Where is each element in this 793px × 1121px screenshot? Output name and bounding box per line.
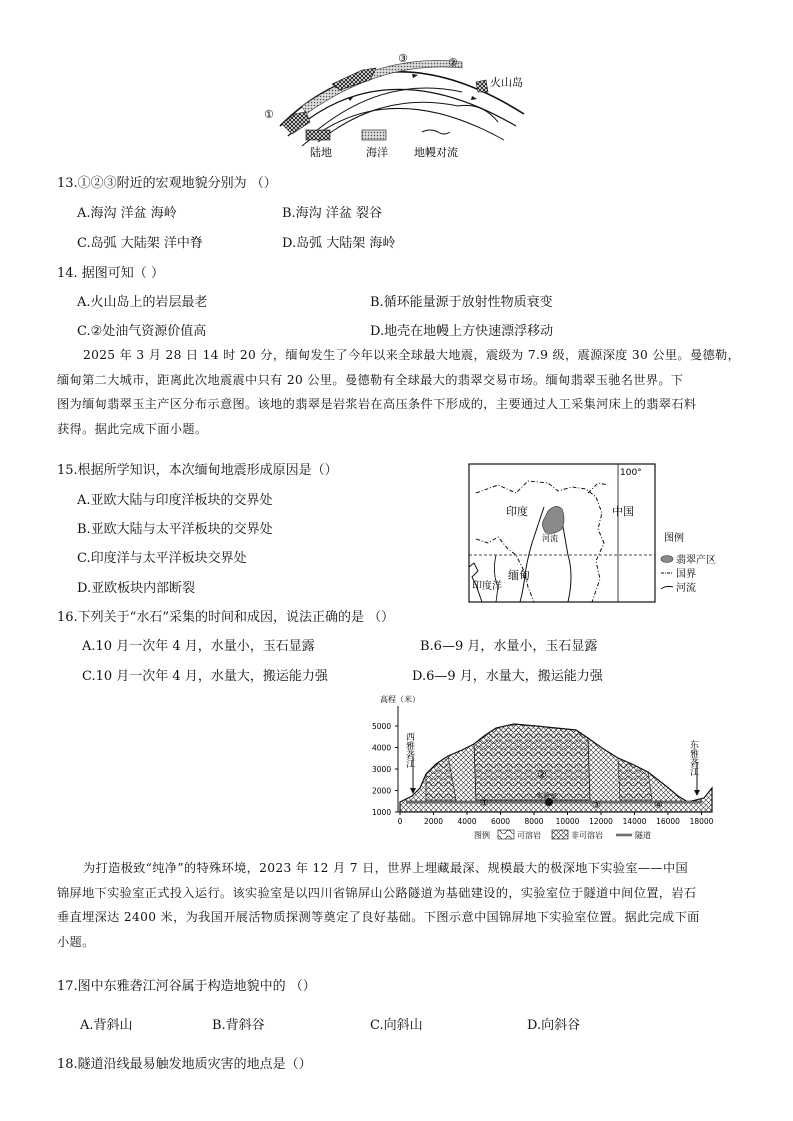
passage1-line-1: 2025 年 3 月 28 日 14 时 20 分，缅甸发生了今年以来全球最大地震，震级为 7.9 级，震源深度 30 公里。曼德勒， [83,348,741,362]
q14-option-a[interactable]: A.火山岛上的岩层最老 [77,295,208,310]
q13-option-a[interactable]: A.海沟 洋盆 海岭 [77,206,177,221]
legend-ocean-label: 海洋 [366,146,388,159]
label-point-1: ① [264,108,274,121]
legend-tunnel: 隧道 [635,831,651,840]
label-point-3: ③ [398,52,408,65]
map-label-india: 印度 [506,505,528,518]
q16-option-c[interactable]: C.10 月一次年 4 月，水量大，搬运能力强 [82,669,328,684]
passage2-line-1: 为打造极致“纯净”的特殊环境，2023 年 12 月 7 日，世界上埋藏最深、规模最大的极深地下实验室——中国 [83,861,689,875]
q14-option-b[interactable]: B.循环能量源于放射性物质衰变 [370,295,553,310]
legend-soluble: 可溶岩 [517,831,541,840]
label-volcanic-island: 火山岛 [490,76,523,89]
passage-myanmar-earthquake [57,343,743,441]
profile-xtick-label: 12000 [589,817,613,826]
profile-xtick-label: 16000 [656,817,680,826]
label-point-2: ② [448,56,458,69]
map-legend-river: 河流 [676,583,696,594]
profile-ylabel: 高程（米） [380,695,420,704]
profile-legend-title: 图例 [474,831,490,840]
q15-option-a[interactable]: A.亚欧大陆与印度洋板块的交界处 [77,493,273,508]
passage2-line-4: 小题。 [57,934,95,949]
q15-option-c[interactable]: C.印度洋与太平洋板块交界处 [77,551,247,566]
label-west-yalong: 西雅砻江 [404,732,414,768]
soluble-rock-core [474,724,590,800]
legend-soluble-swatch [498,830,514,839]
profile-xtick-label: 8000 [524,817,544,826]
profile-xtick-label: 2000 [423,817,444,826]
passage1-line-3: 图为缅甸翡翠玉主产区分布示意图。该地的翡翠是岩浆岩在高压条件下形成的，主要通过人工采集河床上的翡翠石料 [57,397,697,411]
passage2-line-2: 锦屏地下实验室正式投入运行。该实验室是以四川省锦屏山公路隧道为基础建设的，实验室位于隧道中间位置，岩石 [57,885,697,900]
map-legend-border: 国界 [676,569,696,580]
legend-insoluble-swatch [552,830,568,839]
q13-stem: 13.①②③附近的宏观地貌分别为 （） [57,176,277,191]
passage2-line-3: 垂直埋深达 2400 米，为我国开展活物质探测等奠定了良好基础。下图示意中国锦屏地下实验室位置。据此完成下面 [57,910,700,924]
q18-stem: 18.隧道沿线最易触发地质灾害的地点是（） [57,1057,312,1072]
label-point-1: ① [480,798,489,809]
passage-jinping-lab [57,856,743,954]
q17-option-c[interactable]: C.向斜山 [370,1018,423,1033]
label-point-3: ③ [592,800,601,811]
legend-land-swatch [306,130,330,140]
q16-option-b[interactable]: B.6—9 月，水量小，玉石显露 [420,639,598,654]
q14-option-c[interactable]: C.②处油气资源价值高 [77,324,207,339]
label-point-4: ④ [654,800,663,811]
q17-option-b[interactable]: B.背斜谷 [212,1018,265,1033]
passage1-line-4: 获得。据此完成下面小题。 [57,421,208,436]
map-legend-title: 图例 [664,533,684,544]
q13-option-c[interactable]: C.岛弧 大陆架 洋中脊 [77,236,203,251]
q17-option-d[interactable]: D.向斜谷 [527,1018,581,1033]
q16-stem: 16.下列关于“水石”采集的时间和成因，说法正确的是 （） [57,610,395,625]
legend-land-label: 陆地 [310,146,332,159]
q17-stem: 17.图中东雅砻江河谷属于构造地貌中的 （） [57,979,316,994]
q15-option-d[interactable]: D.亚欧板块内部断裂 [77,581,196,596]
legend-mantle-swatch [422,130,450,134]
profile-ytick-label: 4000 [372,743,392,753]
map-label-indian-ocean: 印度洋 [472,581,502,592]
jinping-profile-figure [366,690,716,848]
profile-xtick-label: 4000 [457,817,477,826]
profile-ytick-label: 3000 [372,765,392,774]
profile-ytick-label: 1000 [372,808,392,817]
profile-ytick-label: 5000 [372,722,392,731]
q16-option-d[interactable]: D.6—9 月，水量大，搬运能力强 [412,669,603,684]
q15-stem: 15.根据所学知识，本次缅甸地震形成原因是（） [57,463,338,478]
map-legend-jade: 翡翠产区 [676,555,716,566]
map-label-china: 中国 [612,505,634,518]
q14-option-d[interactable]: D.地壳在地幔上方快速漂浮移动 [370,324,554,339]
profile-xtick-label: 18000 [689,817,714,826]
map-legend-jade-swatch [661,556,673,563]
legend-mantle-label: 地幔对流 [414,146,458,159]
label-east-yalong: 东雅砻江 [688,740,698,776]
q16-option-a[interactable]: A.10 月一次年 4 月，水量小，玉石显露 [82,639,315,654]
q14-stem: 14. 据图可知（ ） [57,266,164,281]
q15-option-b[interactable]: B.亚欧大陆与太平洋板块的交界处 [77,522,273,537]
profile-xtick-label: 10000 [555,817,580,826]
passage1-line-2: 缅甸第二大城市，距离此次地震震中只有 20 公里。曼德勒有全球最大的翡翠交易市场。缅甸翡翠玉驰名世界。下 [57,372,684,387]
longitude-label: 100° [620,468,642,478]
profile-xtick-label: 14000 [622,817,647,826]
profile-ytick-label: 2000 [372,786,392,796]
q13-option-b[interactable]: B.海沟 洋盆 裂谷 [282,206,382,221]
q17-option-a[interactable]: A.背斜山 [80,1018,133,1033]
profile-xtick-label: 6000 [490,817,511,826]
q13-option-d[interactable]: D.岛弧 大陆架 海岭 [282,236,396,251]
profile-xtick-label: 0 [397,817,403,826]
map-label-river: 河流 [542,534,558,543]
myanmar-jade-map [468,463,724,603]
label-point-2: ② [537,768,547,781]
legend-ocean-swatch [362,130,386,140]
plate-convection-figure [262,44,552,162]
map-label-myanmar: 缅甸 [508,569,530,582]
label-lab: 实验室 [536,792,557,800]
map-legend-river-swatch [661,586,673,589]
legend-insoluble: 非可溶岩 [571,831,603,840]
